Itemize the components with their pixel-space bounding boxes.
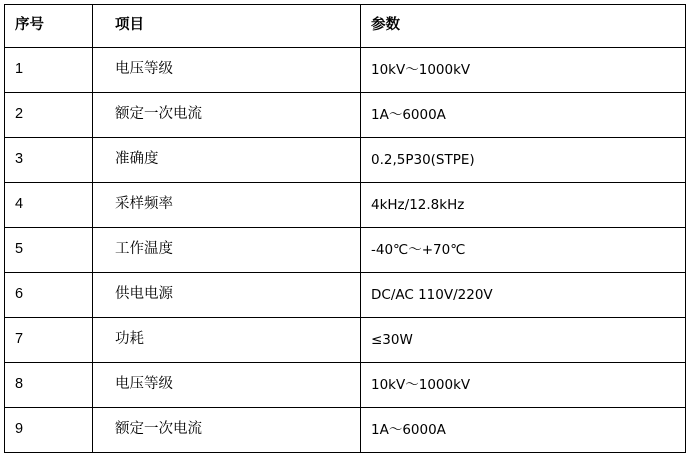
cell-parameter: ≤30W xyxy=(361,318,686,363)
cell-index: 9 xyxy=(5,408,93,453)
cell-item: 供电电源 xyxy=(93,273,361,318)
cell-item: 电压等级 xyxy=(93,363,361,408)
specification-table xyxy=(4,4,686,453)
cell-index: 7 xyxy=(5,318,93,363)
cell-parameter: 10kV～1000kV xyxy=(361,363,686,408)
table-row xyxy=(5,318,686,363)
cell-index: 2 xyxy=(5,93,93,138)
cell-parameter: DC/AC 110V/220V xyxy=(361,273,686,318)
cell-parameter: 10kV～1000kV xyxy=(361,48,686,93)
cell-parameter: -40℃～+70℃ xyxy=(361,228,686,273)
table-row xyxy=(5,138,686,183)
cell-index: 1 xyxy=(5,48,93,93)
column-header-index: 序号 xyxy=(5,5,93,48)
table-header-row xyxy=(5,5,686,48)
cell-parameter: 4kHz/12.8kHz xyxy=(361,183,686,228)
cell-index: 4 xyxy=(5,183,93,228)
table-row xyxy=(5,273,686,318)
cell-parameter: 1A～6000A xyxy=(361,408,686,453)
table-row xyxy=(5,363,686,408)
cell-item: 功耗 xyxy=(93,318,361,363)
table-row xyxy=(5,228,686,273)
table-row xyxy=(5,408,686,453)
table-row xyxy=(5,48,686,93)
table-row xyxy=(5,183,686,228)
cell-item: 电压等级 xyxy=(93,48,361,93)
cell-index: 5 xyxy=(5,228,93,273)
cell-item: 额定一次电流 xyxy=(93,93,361,138)
column-header-parameter: 参数 xyxy=(361,5,686,48)
cell-parameter: 1A～6000A xyxy=(361,93,686,138)
cell-item: 额定一次电流 xyxy=(93,408,361,453)
cell-item: 工作温度 xyxy=(93,228,361,273)
cell-item: 准确度 xyxy=(93,138,361,183)
cell-index: 6 xyxy=(5,273,93,318)
cell-index: 8 xyxy=(5,363,93,408)
cell-parameter: 0.2,5P30(STPE) xyxy=(361,138,686,183)
table-row xyxy=(5,93,686,138)
cell-item: 采样频率 xyxy=(93,183,361,228)
cell-index: 3 xyxy=(5,138,93,183)
table-header xyxy=(5,5,686,48)
table-body xyxy=(5,48,686,453)
column-header-item: 项目 xyxy=(93,5,361,48)
